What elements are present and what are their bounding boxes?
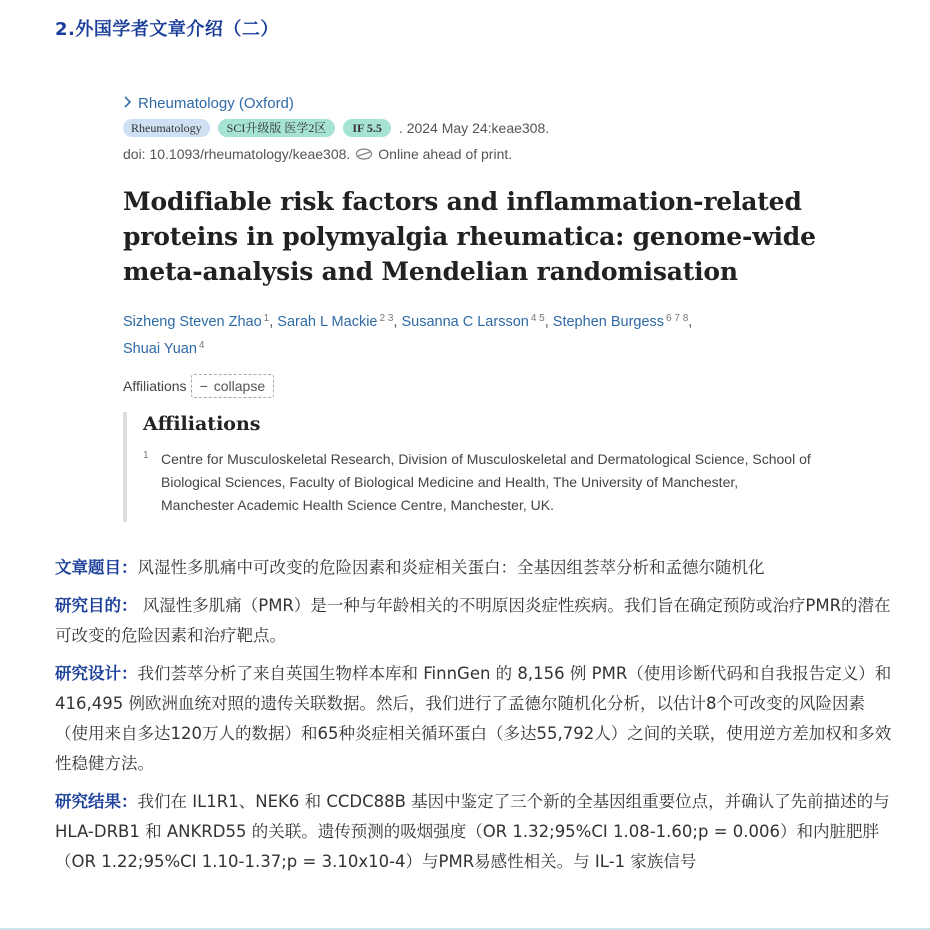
article-title-line: proteins in polymyalgia rheumatica: genome-wide	[123, 222, 816, 251]
affiliation-number: 1	[143, 450, 149, 461]
online-status-text: Online ahead of print.	[378, 146, 513, 162]
author-name[interactable]: Stephen Burgess	[552, 314, 665, 330]
chevron-right-icon	[123, 94, 132, 114]
article-title-line: meta-analysis and Mendelian randomisation	[123, 257, 738, 286]
summary-label: 研究目的：	[55, 596, 138, 615]
article-title-line: Modifiable risk factors and inflammation-related	[123, 187, 802, 216]
journal-link[interactable]	[123, 94, 843, 114]
author-affiliation-refs[interactable]: 4 5	[530, 313, 545, 324]
chinese-summary	[55, 553, 895, 885]
journal-link-label: Rheumatology (Oxford)	[138, 95, 294, 112]
journal-badge[interactable]: Rheumatology	[123, 119, 210, 137]
author-name[interactable]: Shuai Yuan	[123, 341, 197, 357]
author-separator: ,	[544, 314, 553, 330]
collapse-button[interactable]	[191, 374, 275, 398]
author-affiliation-refs[interactable]: 4	[198, 340, 205, 351]
summary-text: 风湿性多肌痛（PMR）是一种与年龄相关的不明原因炎症性疾病。我们旨在确定预防或治疗PMR的潜在可改变的危险因素和治疗靶点。	[55, 596, 891, 645]
online-status-icon	[355, 147, 373, 161]
summary-results-paragraph	[55, 787, 895, 877]
author-affiliation-refs[interactable]: 2 3	[379, 313, 394, 324]
author-separator: ,	[269, 314, 278, 330]
summary-label: 研究结果：	[55, 792, 138, 811]
article-title	[123, 184, 843, 289]
author-name[interactable]: Susanna C Larsson	[401, 314, 529, 330]
summary-label: 文章题目：	[55, 558, 138, 577]
doi-text[interactable]: doi: 10.1093/rheumatology/keae308.	[123, 146, 351, 162]
summary-text: 风湿性多肌痛中可改变的危险因素和炎症相关蛋白：全基因组荟萃分析和孟德尔随机化	[137, 558, 765, 577]
author-list	[123, 307, 783, 361]
affiliations-label: Affiliations	[123, 378, 187, 394]
doi-row	[123, 144, 843, 164]
meta-row	[123, 118, 843, 138]
summary-objective-paragraph	[55, 591, 895, 651]
summary-title-paragraph	[55, 553, 895, 583]
collapse-label: collapse	[213, 378, 266, 394]
summary-label: 研究设计：	[55, 664, 138, 683]
publication-date: . 2024 May 24:keae308.	[398, 120, 550, 136]
summary-text: 我们荟萃分析了来自英国生物样本库和 FinnGen 的 8,156 例 PMR（使用诊断代码和自我报告定义）和 416,495 例欧洲血统对照的遗传关联数据。然后，我们进行了孟德尔随机化分析，以估计8个可改变的风险因素（使用来自多达120万人的数据）和65种炎症相关循环蛋白（多达55,792人）之间的关联，使用逆方差加权和多效性稳健方法。	[55, 664, 892, 773]
impact-factor-badge[interactable]: IF 5.5	[343, 119, 391, 137]
author-affiliation-refs[interactable]: 6 7 8	[666, 313, 689, 324]
affiliations-heading: Affiliations	[143, 413, 261, 435]
section-heading: 2.外国学者文章介绍（二）	[55, 19, 279, 40]
author-name[interactable]: Sarah L Mackie	[277, 314, 378, 330]
affiliation-text: Centre for Musculoskeletal Research, Division of Musculoskeletal and Dermatological Science, School of Biological Sciences, Faculty of Biological Medicine and Health, The University of Manchester, Manchester Academic Health Science Centre, Manchester, UK.	[161, 451, 811, 513]
minus-icon: −	[199, 378, 208, 394]
author-affiliation-refs[interactable]: 1	[263, 313, 270, 324]
author-separator: ,	[688, 314, 693, 330]
affiliations-toggle-row	[123, 373, 843, 399]
article-screenshot	[123, 94, 843, 522]
affiliation-item	[143, 448, 843, 517]
author-name[interactable]: Sizheng Steven Zhao	[123, 314, 262, 330]
summary-design-paragraph	[55, 659, 895, 779]
affiliations-panel	[123, 412, 843, 522]
author-separator: ,	[393, 314, 402, 330]
sci-rank-badge[interactable]: SCI升级版 医学2区	[218, 119, 336, 137]
summary-text: 我们在 IL1R1、NEK6 和 CCDC88B 基因中鉴定了三个新的全基因组重要位点，并确认了先前描述的与 HLA-DRB1 和 ANKRD55 的关联。遗传预测的吸烟强度（OR 1.32;95%CI 1.08-1.60;p = 0.006）和内脏肥胖（OR 1.22;95%CI 1.10-1.37;p = 3.10x10-4）与PMR易感性相关。与 IL-1 家族信号	[55, 792, 890, 871]
